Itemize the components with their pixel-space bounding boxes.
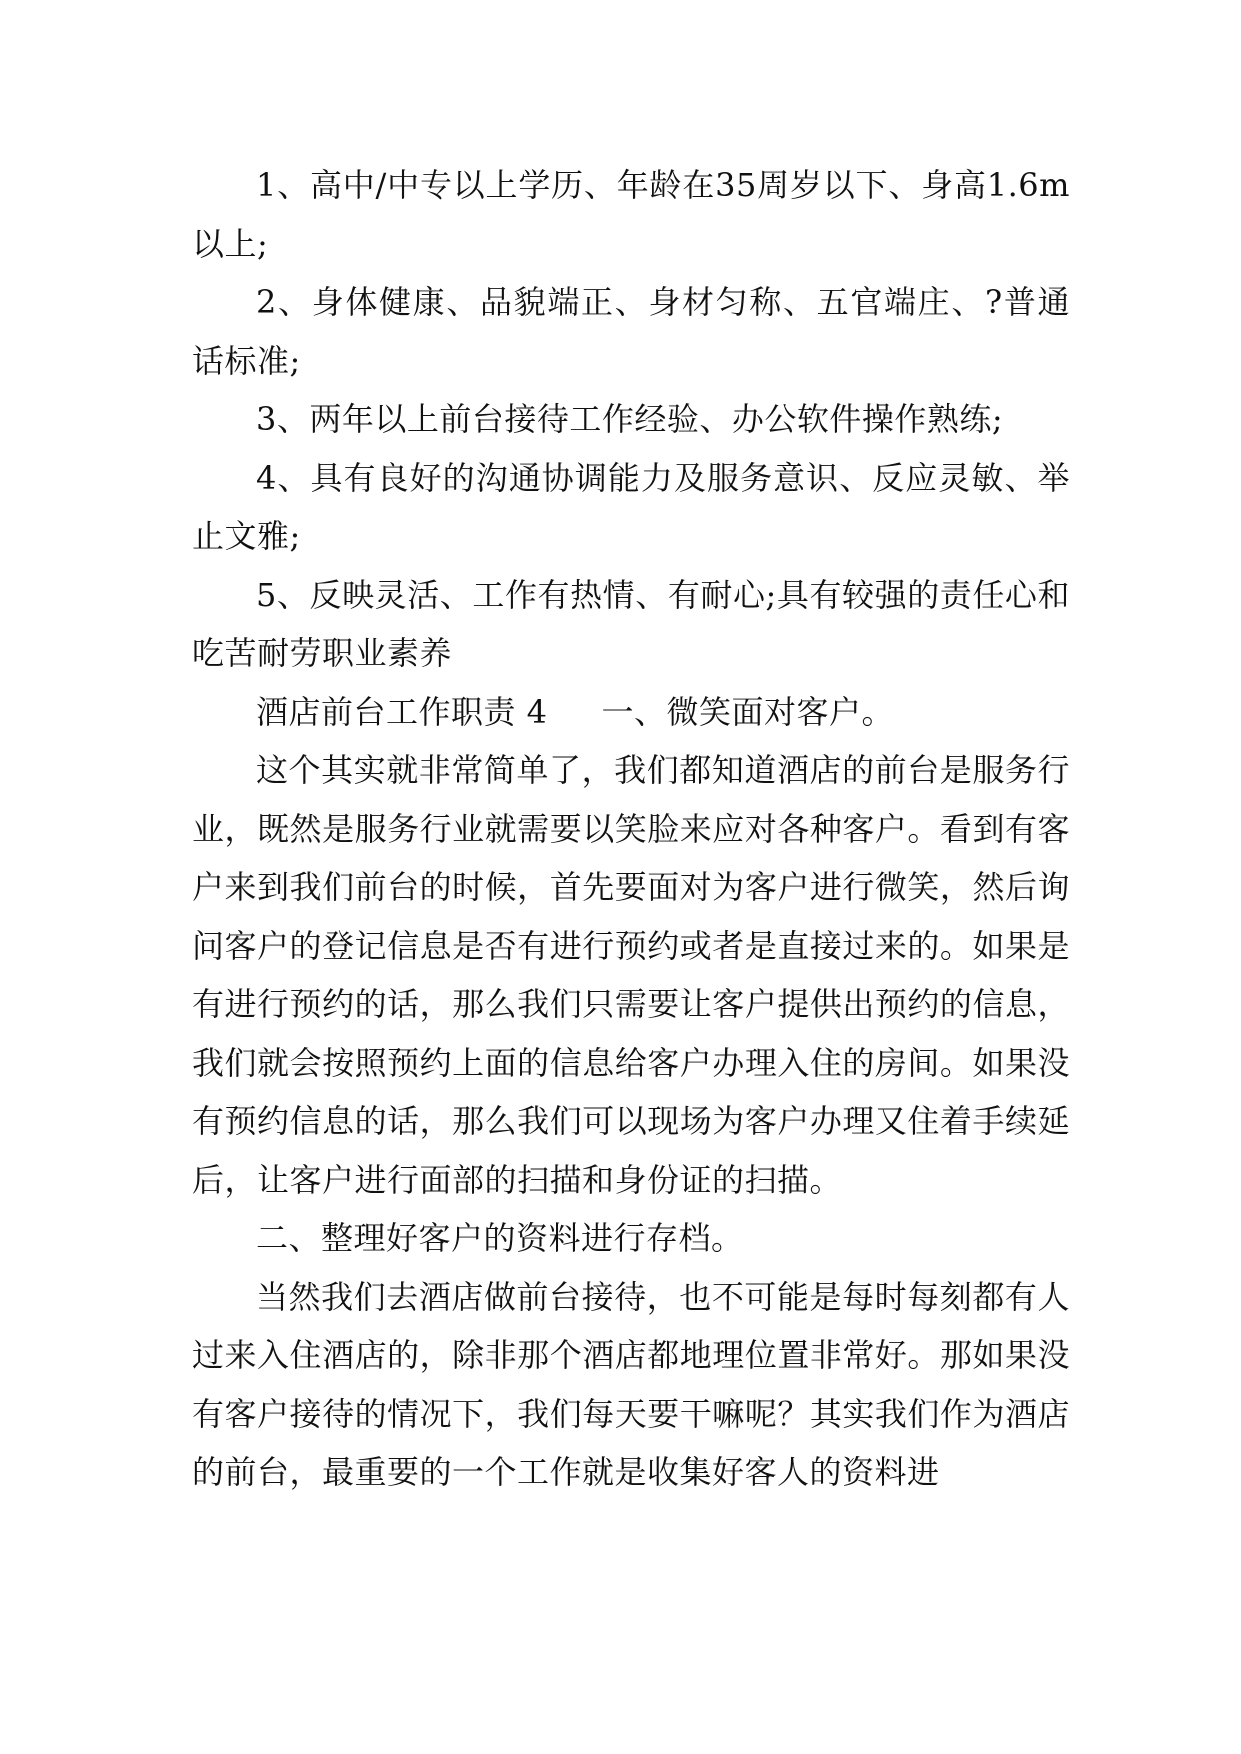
requirement-item-1: 1、高中/中专以上学历、年龄在35周岁以下、身高1.6m以上; — [192, 166, 1070, 263]
requirement-item-2: 2、身体健康、品貌端正、身材匀称、五官端庄、?普通话标准; — [192, 283, 1070, 380]
section-heading — [192, 683, 1070, 742]
body-subheading-2: 二、整理好客户的资料进行存档。 — [256, 1219, 744, 1257]
section-title: 酒店前台工作职责 4 — [256, 692, 548, 731]
body-paragraph-1: 这个其实就非常简单了，我们都知道酒店的前台是服务行业，既然是服务行业就需要以笑脸来应对各种客户。看到有客户来到我们前台的时候，首先要面对为客户进行微笑，然后询问客户的登记信息是否有进行预约或者是直接过来的。如果是有进行预约的话，那么我们只需要让客户提供出预约的信息，我们就会按照预约上面的信息给客户办理入住的房间。如果没有预约信息的话，那么我们可以现场为客户办理又住着手续延后，让客户进行面部的扫描和身份证的扫描。 — [192, 751, 1070, 1199]
requirement-item-5: 5、反映灵活、工作有热情、有耐心;具有较强的责任心和吃苦耐劳职业素养 — [192, 575, 1070, 672]
requirement-item-3: 3、两年以上前台接待工作经验、办公软件操作熟练; — [256, 400, 1004, 438]
section-first-point: 一、微笑面对客户。 — [601, 692, 895, 731]
body-paragraph-2: 当然我们去酒店做前台接待，也不可能是每时每刻都有人过来入住酒店的，除非那个酒店都地理位置非常好。那如果没有客户接待的情况下，我们每天要干嘛呢？其实我们作为酒店的前台，最重要的一个工作就是收集好客人的资料进 — [192, 1277, 1070, 1491]
requirement-item-4: 4、具有良好的沟通协调能力及服务意识、反应灵敏、举止文雅; — [192, 458, 1070, 555]
document-body — [192, 156, 1070, 1502]
